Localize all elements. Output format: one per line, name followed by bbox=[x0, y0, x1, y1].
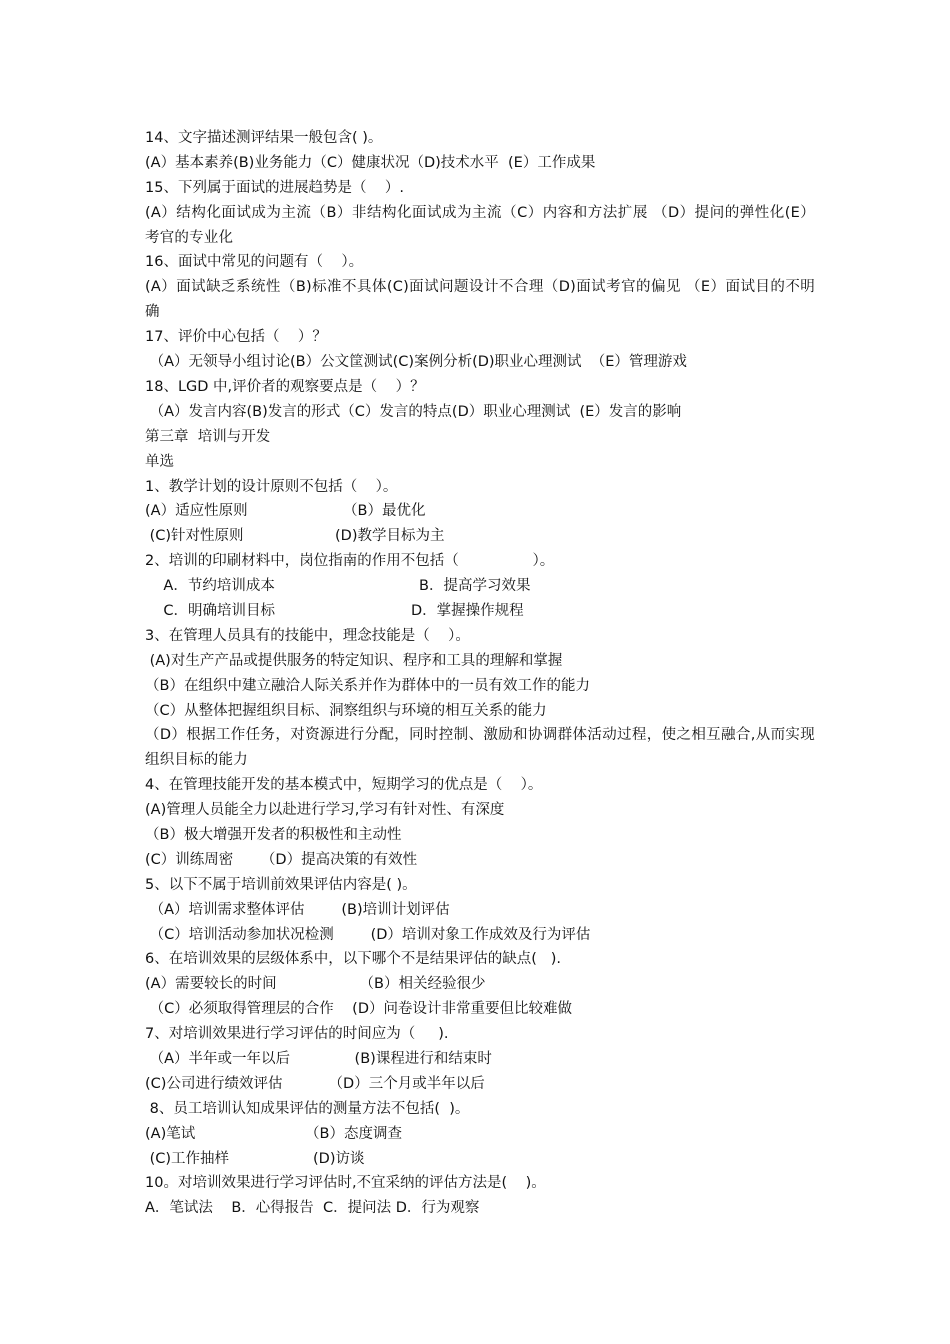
single-choice-2-options-ab bbox=[145, 574, 815, 599]
option-b: （B）在组织中建立融洽人际关系并作为群体中的一员有效工作的能力 bbox=[145, 677, 590, 694]
option-a: (A）适应性原则 bbox=[145, 503, 248, 520]
options-cd: （C）培训活动参加状况检测 (D）培训对象工作成效及行为评估 bbox=[145, 926, 591, 943]
option-d: (D)教学目标为主 bbox=[335, 528, 445, 545]
question-17-options: （A）无领导小组讨论(B）公文筐测试(C)案例分析(D)职业心理测试 （E）管理游戏 bbox=[145, 354, 687, 371]
option-c: (C)针对性原则 bbox=[145, 528, 244, 545]
single-choice-7-stem: 7、对培训效果进行学习评估的时间应为（ ). bbox=[145, 1026, 449, 1043]
question-18-stem: 18、LGD 中,评价者的观察要点是（ ）？ bbox=[145, 378, 425, 395]
option-b: B．提高学习效果 bbox=[419, 578, 531, 595]
options-cd: (C）训练周密 （D）提高决策的有效性 bbox=[145, 851, 418, 868]
single-choice-5-stem: 5、以下不属于培训前效果评估内容是( )。 bbox=[145, 876, 417, 893]
option-b: （B）态度调查 bbox=[305, 1125, 402, 1142]
chapter-heading: 第三章 培训与开发 bbox=[145, 428, 271, 445]
single-choice-1-options-ab bbox=[145, 499, 815, 524]
option-b: （B）极大增强开发者的积极性和主动性 bbox=[145, 826, 402, 843]
single-choice-8-options-cd bbox=[145, 1147, 815, 1172]
single-choice-1-options-cd bbox=[145, 524, 815, 549]
options-ab: (A）需要较长的时间 （B）相关经验很少 bbox=[145, 976, 486, 993]
option-c: (C)工作抽样 bbox=[145, 1150, 230, 1167]
single-choice-2-options-cd bbox=[145, 599, 815, 624]
single-choice-6-stem: 6、在培训效果的层级体系中，以下哪个不是结果评估的缺点( ). bbox=[145, 951, 561, 968]
single-choice-2-stem: 2、培训的印刷材料中，岗位指南的作用不包括（ ）。 bbox=[145, 553, 555, 570]
question-14-options: (A）基本素养(B)业务能力（C）健康状况（D)技术水平 (E）工作成果 bbox=[145, 154, 596, 171]
question-16-options: (A）面试缺乏系统性（B)标准不具体(C)面试问题设计不合理（D)面试考官的偏见 （E）面试目的不明确 bbox=[145, 279, 815, 321]
single-choice-8-options-ab bbox=[145, 1122, 815, 1147]
single-choice-4-stem: 4、在管理技能开发的基本模式中，短期学习的优点是（ ）。 bbox=[145, 777, 543, 794]
option-a: (A)对生产产品或提供服务的特定知识、程序和工具的理解和掌握 bbox=[145, 652, 563, 669]
option-b: （B）最优化 bbox=[343, 503, 426, 520]
option-d: （D）根据工作任务，对资源进行分配，同时控制、激励和协调群体活动过程，使之相互融合,从而实现组织目标的能力 bbox=[145, 727, 815, 769]
question-17-stem: 17、评价中心包括（ ）？ bbox=[145, 329, 327, 346]
question-15-stem: 15、下列属于面试的进展趋势是（ ）. bbox=[145, 179, 404, 196]
option-c: （C）从整体把握组织目标、洞察组织与环境的相互关系的能力 bbox=[145, 702, 547, 719]
option-c: C．明确培训目标 bbox=[145, 602, 276, 619]
single-choice-10-options: A．笔试法 B．心得报告 C．提问法 D．行为观察 bbox=[145, 1200, 480, 1217]
question-16-stem: 16、面试中常见的问题有（ ）。 bbox=[145, 254, 364, 271]
single-choice-3-stem: 3、在管理人员具有的技能中，理念技能是（ ）。 bbox=[145, 627, 470, 644]
single-choice-10-stem: 10。对培训效果进行学习评估时,不宜采纳的评估方法是( )。 bbox=[145, 1175, 546, 1192]
option-a: A．节约培训成本 bbox=[145, 578, 275, 595]
single-choice-1-stem: 1、教学计划的设计原则不包括（ ）。 bbox=[145, 478, 398, 495]
question-15-options: (A）结构化面试成为主流（B）非结构化面试成为主流（C）内容和方法扩展 （D）提问的弹性化(E）考官的专业化 bbox=[145, 204, 815, 246]
option-d: D．掌握操作规程 bbox=[411, 602, 524, 619]
option-a: (A)管理人员能全力以赴进行学习,学习有针对性、有深度 bbox=[145, 802, 505, 819]
question-14-stem: 14、文字描述测评结果一般包含( )。 bbox=[145, 130, 383, 146]
option-a: (A)笔试 bbox=[145, 1125, 196, 1142]
options-cd: （C）必须取得管理层的合作 (D）问卷设计非常重要但比较难做 bbox=[145, 1001, 572, 1018]
option-d: (D)访谈 bbox=[313, 1150, 365, 1167]
single-choice-8-stem: 8、员工培训认知成果评估的测量方法不包括( )。 bbox=[145, 1100, 470, 1117]
options-cd: (C)公司进行绩效评估 （D）三个月或半年以后 bbox=[145, 1075, 485, 1092]
options-ab: （A）半年或一年以后 (B)课程进行和结束时 bbox=[145, 1051, 492, 1067]
question-18-options: （A）发言内容(B)发言的形式（C）发言的特点(D）职业心理测试 (E）发言的影响 bbox=[145, 403, 682, 420]
options-ab: （A）培训需求整体评估 (B)培训计划评估 bbox=[145, 901, 450, 918]
section-heading: 单选 bbox=[145, 453, 174, 470]
document-page bbox=[145, 126, 815, 1221]
